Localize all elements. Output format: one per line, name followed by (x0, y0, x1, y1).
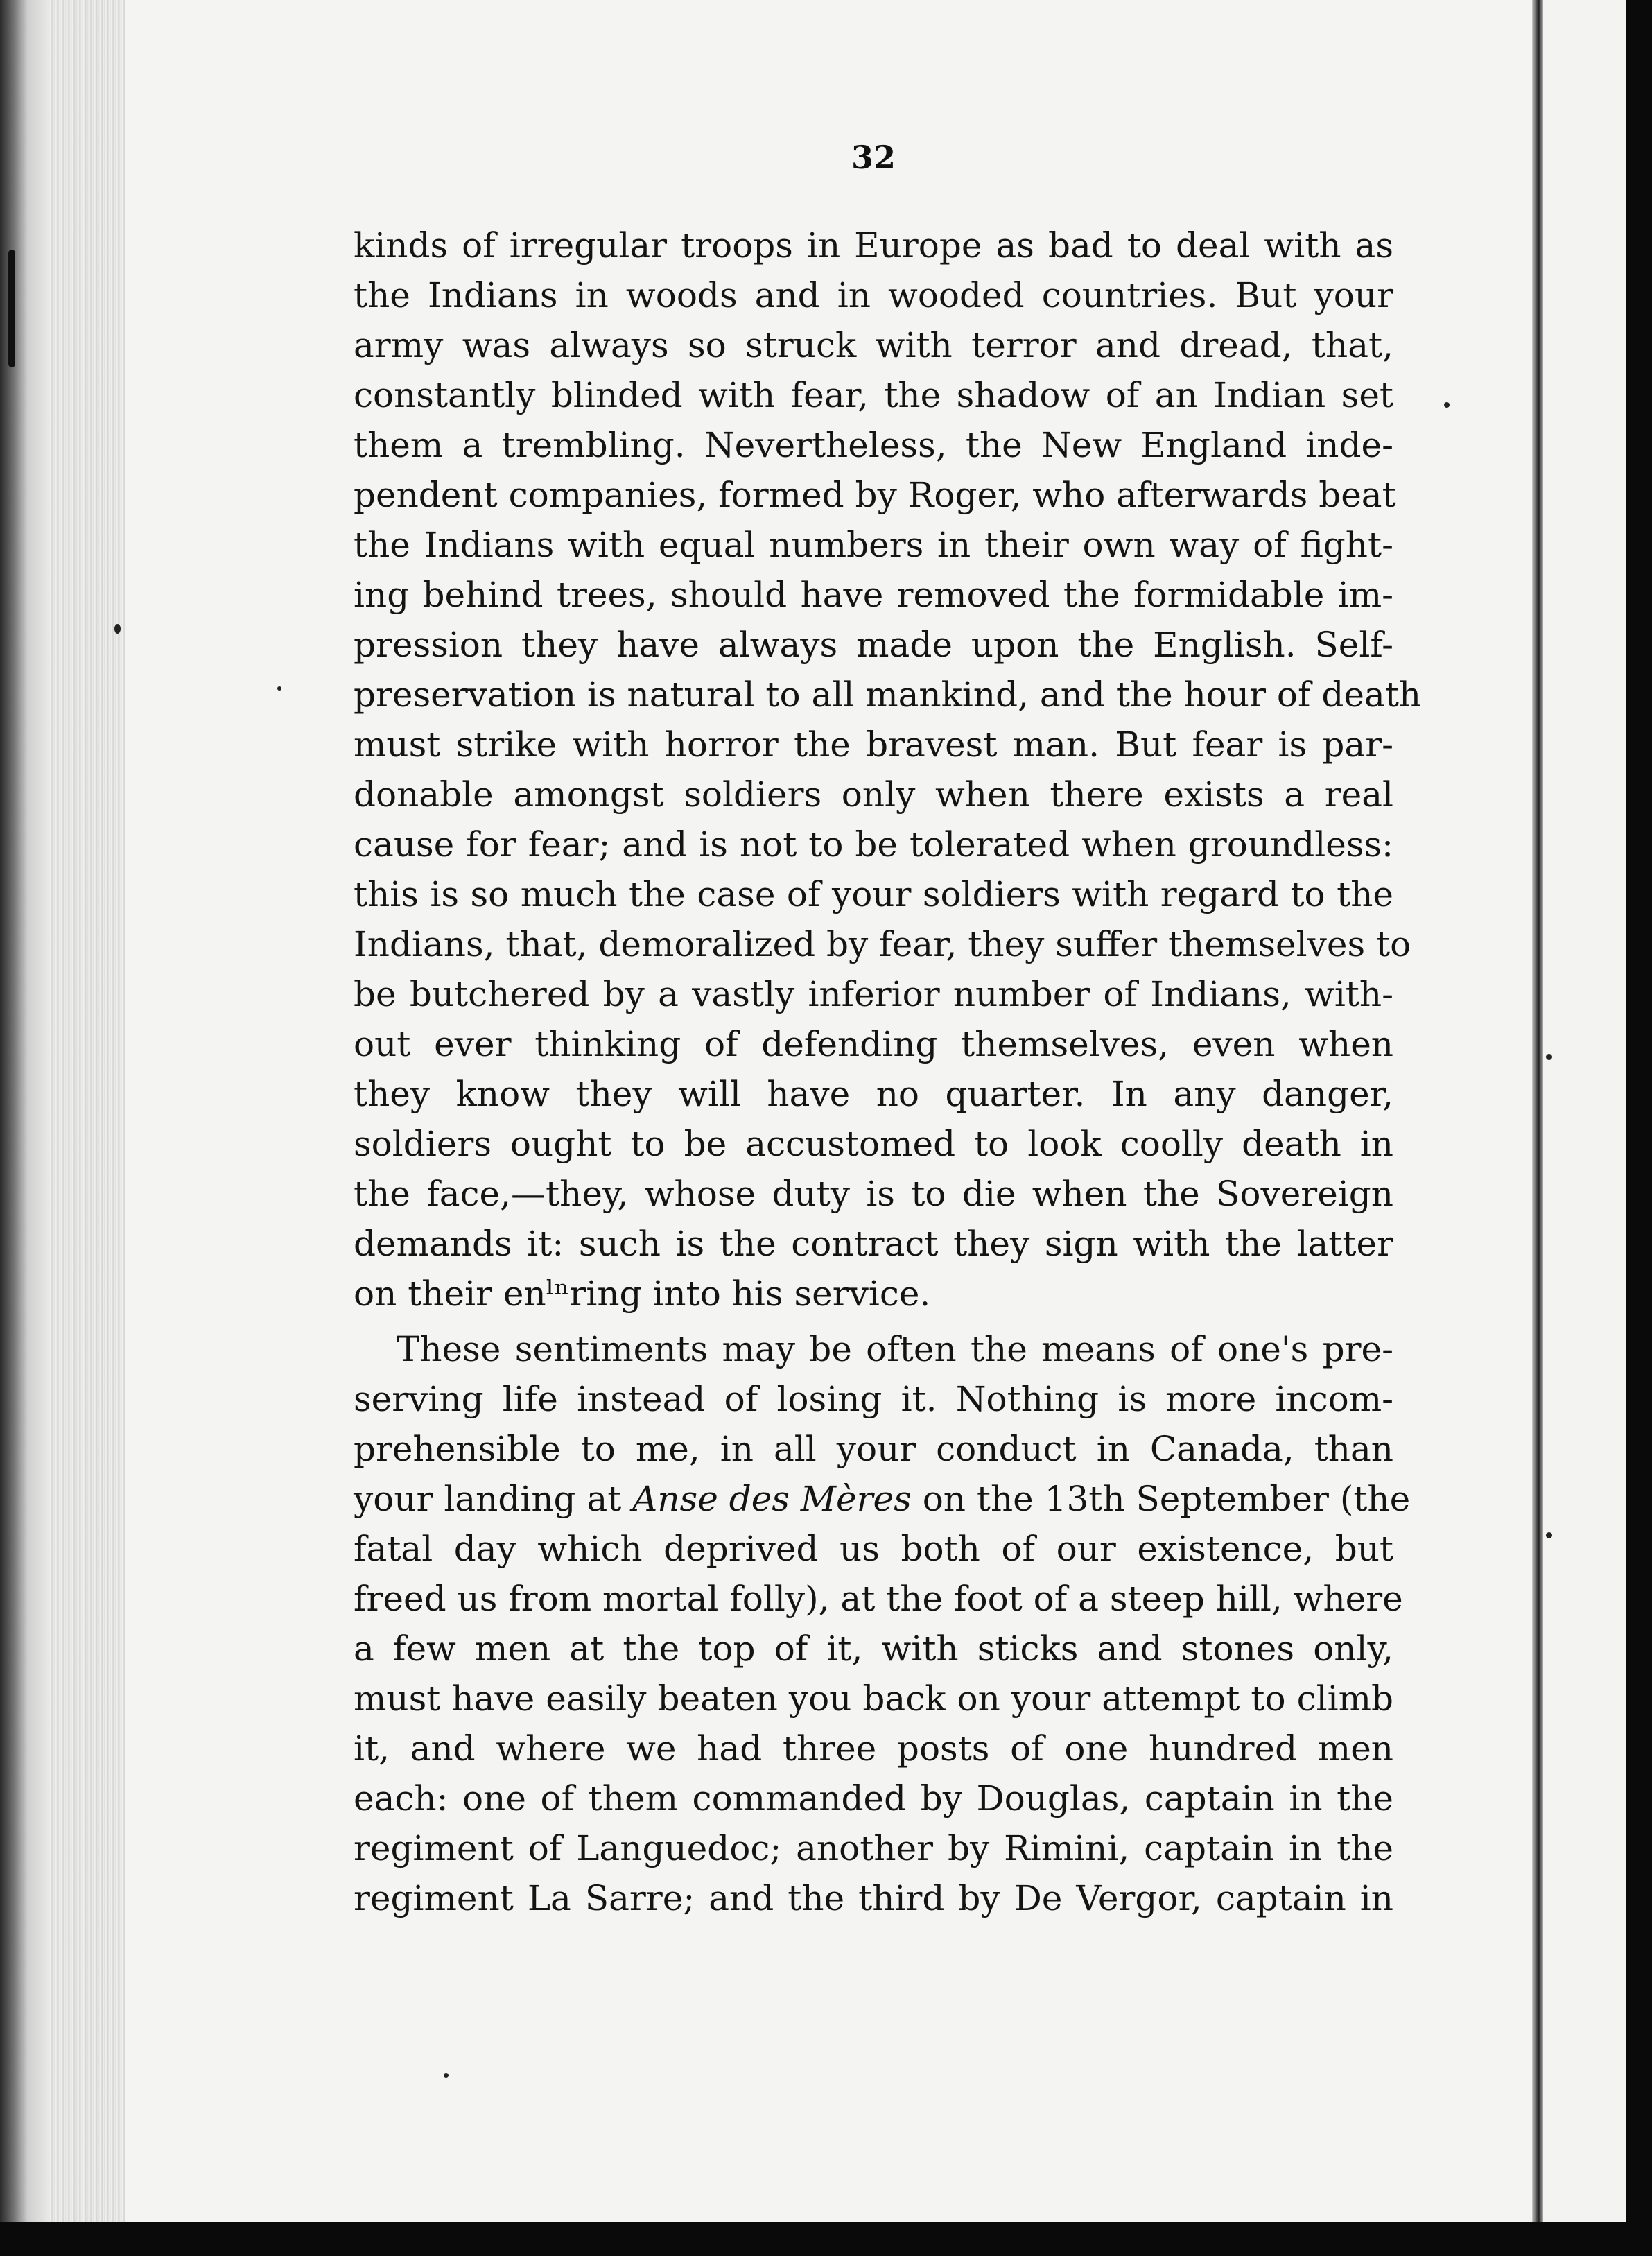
text-line: kinds of irregular troops in Europe as bad to deal with as (354, 225, 1393, 266)
text-line: constantly blinded with fear, the shadow of an Indian set (354, 375, 1393, 415)
text-line: each: one of them commanded by Douglas, captain in the (354, 1778, 1393, 1819)
text-line: preservation is natural to all mankind, and the hour of death (354, 675, 1422, 715)
text-line: regiment of Languedoc; another by Rimini, captain in the (354, 1828, 1393, 1868)
text-line: pendent companies, formed by Roger, who afterwards beat (354, 475, 1396, 515)
text-line: These sentiments may be often the means of one's pre- (397, 1329, 1393, 1369)
text-line: cause for fear; and is not to be tolerated when groundless: (354, 824, 1393, 865)
scan-border-bottom (0, 2222, 1652, 2256)
text-line: they know they will have no quarter. In any danger, (354, 1074, 1393, 1114)
text-line: this is so much the case of your soldiers with regard to the (354, 874, 1393, 914)
page-stack-edge (49, 0, 125, 2256)
text-line: pression they have always made upon the English. Self- (354, 625, 1393, 665)
ink-speck (444, 2073, 449, 2078)
text-line: Indians, that, demoralized by fear, they suffer themselves to (354, 924, 1411, 964)
text-line: serving life instead of losing it. Nothing is more incom- (354, 1379, 1393, 1419)
ink-speck (277, 686, 281, 691)
text-line: on their enˡⁿring into his service. (354, 1274, 931, 1314)
text-line: them a trembling. Nevertheless, the New England inde- (354, 425, 1393, 465)
paragraph-gap (354, 1319, 1393, 1324)
text-line: out ever thinking of defending themselves, even when (354, 1024, 1393, 1064)
text-line: must strike with horror the bravest man. But fear is par- (354, 724, 1393, 765)
adjacent-page-strip (1543, 0, 1626, 2256)
text-line: freed us from mortal folly), at the foot of a steep hill, where (354, 1579, 1403, 1619)
text-line: the Indians in woods and in wooded countries. But your (354, 275, 1393, 315)
binding-line-right (1532, 0, 1543, 2256)
text-line: demands it: such is the contract they sign with the latter (354, 1224, 1393, 1264)
text-line: it, and where we had three posts of one hundred men (354, 1728, 1393, 1769)
text-line: be butchered by a vastly inferior number of Indians, with- (354, 974, 1393, 1014)
text-line: army was always so struck with terror and dread, that, (354, 325, 1393, 365)
text-line: fatal day which deprived us both of our existence, but (354, 1529, 1393, 1569)
paragraph (354, 220, 1422, 1319)
text-line: a few men at the top of it, with sticks and stones only, (354, 1629, 1393, 1669)
text-line: regiment La Sarre; and the third by De Vergor, captain in (354, 1878, 1393, 1918)
binding-shadow (8, 250, 15, 367)
text-line: prehensible to me, in all your conduct in Canada, than (354, 1429, 1393, 1469)
text-line: ing behind trees, should have removed the formidable im- (354, 575, 1393, 615)
text-line: your landing at Anse des Mères on the 13th September (the (354, 1479, 1411, 1519)
paragraph (354, 1324, 1411, 1923)
text-line: must have easily beaten you back on your attempt to climb (354, 1678, 1393, 1719)
text-line: the face,—they, whose duty is to die when the Sovereign (354, 1174, 1393, 1214)
text-line: donable amongst soldiers only when there exists a real (354, 774, 1393, 815)
ink-speck (1444, 402, 1450, 408)
place-name-italic: Anse des Mères (632, 1479, 912, 1519)
body-text (354, 220, 1422, 1923)
book-edge-left (0, 0, 49, 2256)
text-line: the Indians with equal numbers in their own way of fight- (354, 525, 1393, 565)
text-line: soldiers ought to be accustomed to look coolly death in (354, 1124, 1393, 1164)
scan-border-right (1626, 0, 1652, 2256)
ink-speck (1546, 1532, 1552, 1538)
ink-speck (1546, 1054, 1552, 1060)
page-number: 32 (851, 139, 896, 176)
ink-speck (114, 624, 121, 634)
